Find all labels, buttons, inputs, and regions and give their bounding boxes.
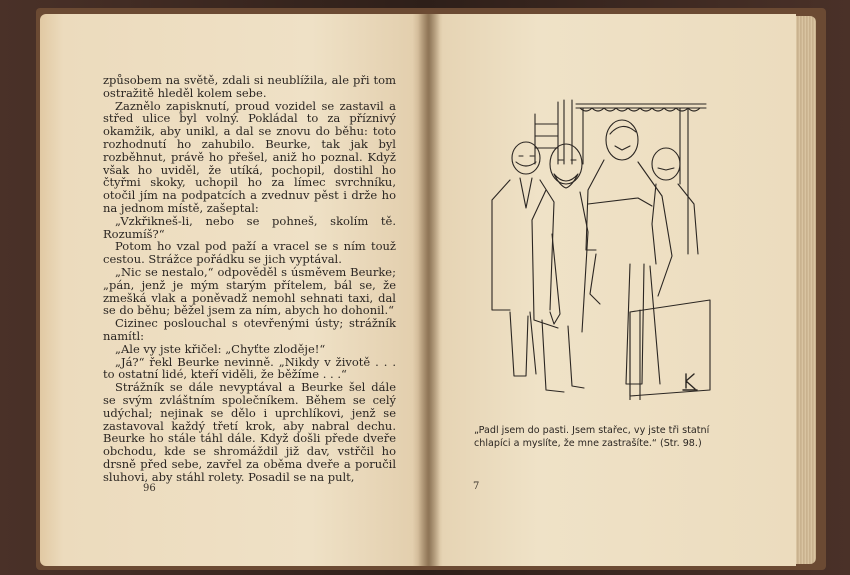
figure-left-man bbox=[492, 142, 554, 376]
paragraph: Potom ho vzal pod paží a vracel se s ním touž cestou. Strážce pořádku se jich vyptával. bbox=[103, 239, 396, 267]
left-page-text bbox=[103, 74, 396, 484]
figure-right-man bbox=[652, 148, 698, 264]
paragraph: Zaznělo zapisknutí, proud vozidel se zastavil a střed ulice byl volný. Pokládal to za příznivý okamžik, aby unikl, a dal se znovu do běhu: toto rozhodnutí ho zahubilo. Beurke, tak jak byl rozběhnut, právě ho přešel, aniž ho poznal. Když však ho uviděl, že utíká, pochopil, dostihl ho čtyřmi skoky, uchopil ho za límec svrchníku, otočil jím na podpatcích a zvednuv pěst i drže ho na jednom místě, zašeptal: bbox=[103, 98, 396, 215]
illustration-caption: „Padl jsem do pasti. Jsem stařec, vy jste tři statní chlapíci a myslíte, že mne zastrašíte.“ (Str. 98.) bbox=[474, 425, 710, 449]
book-gutter bbox=[418, 14, 440, 566]
illustration bbox=[480, 94, 720, 400]
paragraph: „Nic se nestalo,“ odpověděl s úsměvem Beurke; „pán, jenž je mým starým přítelem, bál se, že zmešká vlak a poněvadž nemohl sehnati taxi, dal se do běhu; běžel jsem za ním, abych ho dohonil.“ bbox=[103, 264, 396, 318]
paragraph: Cizinec poslouchal s otevřenými ústy; strážník namítl: bbox=[103, 316, 396, 343]
left-page-number: 96 bbox=[143, 483, 156, 494]
background-shelves bbox=[535, 100, 706, 254]
paragraph: „Já?“ řekl Beurke nevinně. „Nikdy v životě . . . to ostatní lidé, kteří viděli, že běžíme . . .“ bbox=[103, 354, 396, 382]
figure-tall-man bbox=[586, 120, 672, 384]
paragraph: způsobem na světě, zdali si neublížila, ale při tom ostražitě hleděl kolem sebe. bbox=[103, 73, 396, 100]
paragraph: Strážník se dále nevyptával a Beurke šel dále se svým zvláštním společníkem. Během se celý udýchal; nejinak se dělo i uprchlíkovi, jenž se zastavoval každý třetí krok, aby nabral dechu. Beurke ho stále táhl dále. Když došli přede dveře obchodu, kde se shromáždil již dav, vstřčil ho drsně před sebe, zavřel za oběma dveře a poručil sluhovi, aby stáhl rolety. Posadil se na pult, bbox=[103, 380, 396, 484]
paragraph: „Ale vy jste křičel: „Chyťte zloděje!“ bbox=[115, 341, 326, 356]
artist-signature bbox=[683, 374, 697, 390]
page-edges bbox=[796, 16, 816, 564]
right-page-number: 7 bbox=[473, 481, 480, 492]
paragraph: „Vzkřikneš-li, nebo se pohneš, skolím tě. Rozumíš?“ bbox=[103, 213, 396, 241]
shop-counter bbox=[630, 300, 710, 400]
